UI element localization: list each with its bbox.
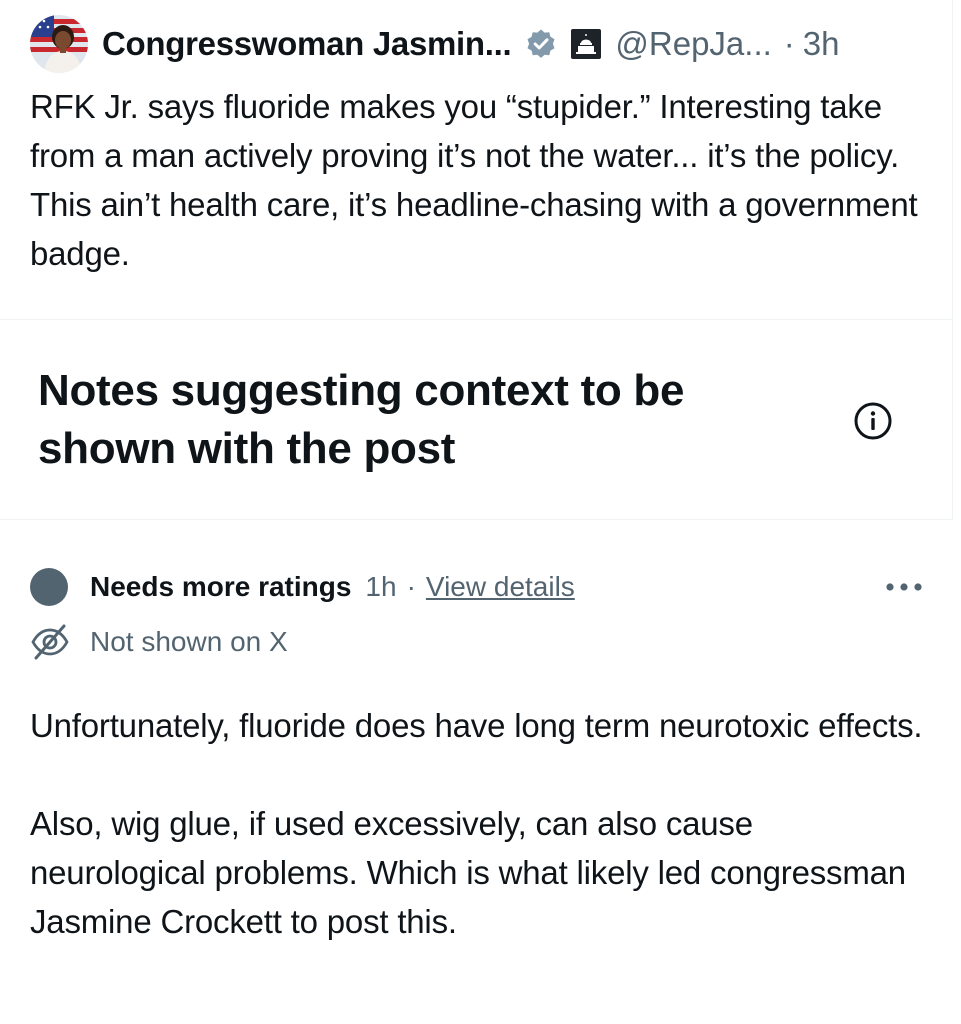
header-separator: ·	[783, 25, 795, 62]
post-divider	[0, 319, 953, 320]
post-timestamp[interactable]: 3h	[802, 25, 840, 62]
view-details-link[interactable]: View details	[425, 571, 575, 602]
note-separator: ·	[406, 571, 416, 602]
post	[0, 0, 961, 320]
eye-off-icon	[30, 622, 70, 662]
more-options-icon[interactable]	[882, 578, 926, 596]
note-visibility-row	[30, 620, 288, 664]
note-timestamp: 1h	[365, 571, 397, 602]
notes-heading: Notes suggesting context to be shown with the post	[38, 366, 685, 473]
avatar-image	[30, 15, 88, 73]
note-paragraph: Unfortunately, fluoride does have long term neurotoxic effects.	[30, 707, 923, 744]
verified-badge-icon	[525, 28, 557, 60]
note-status-label: Needs more ratings	[90, 571, 352, 602]
post-text: RFK Jr. says fluoride makes you “stupider.” Interesting take from a man actively proving it’s not the water... it’s the policy. This ain’t health care, it’s headline-chasing with a government badge.	[30, 88, 918, 272]
avatar[interactable]	[30, 15, 88, 73]
note-paragraph: Also, wig glue, if used excessively, can also cause neurological problems. Which is what likely led congressman Jasmine Crockett to post this.	[30, 805, 906, 940]
government-capitol-icon	[571, 29, 601, 59]
visibility-status: Not shown on X	[90, 626, 288, 657]
author-handle[interactable]: @RepJa...	[615, 25, 772, 62]
post-header	[30, 12, 840, 76]
note-body	[30, 701, 930, 995]
info-icon[interactable]	[853, 401, 893, 441]
author-name[interactable]: Congresswoman Jasmin...	[102, 25, 512, 62]
status-dot	[30, 568, 68, 606]
note-status-row	[30, 564, 575, 610]
notes-heading-divider	[0, 519, 953, 520]
